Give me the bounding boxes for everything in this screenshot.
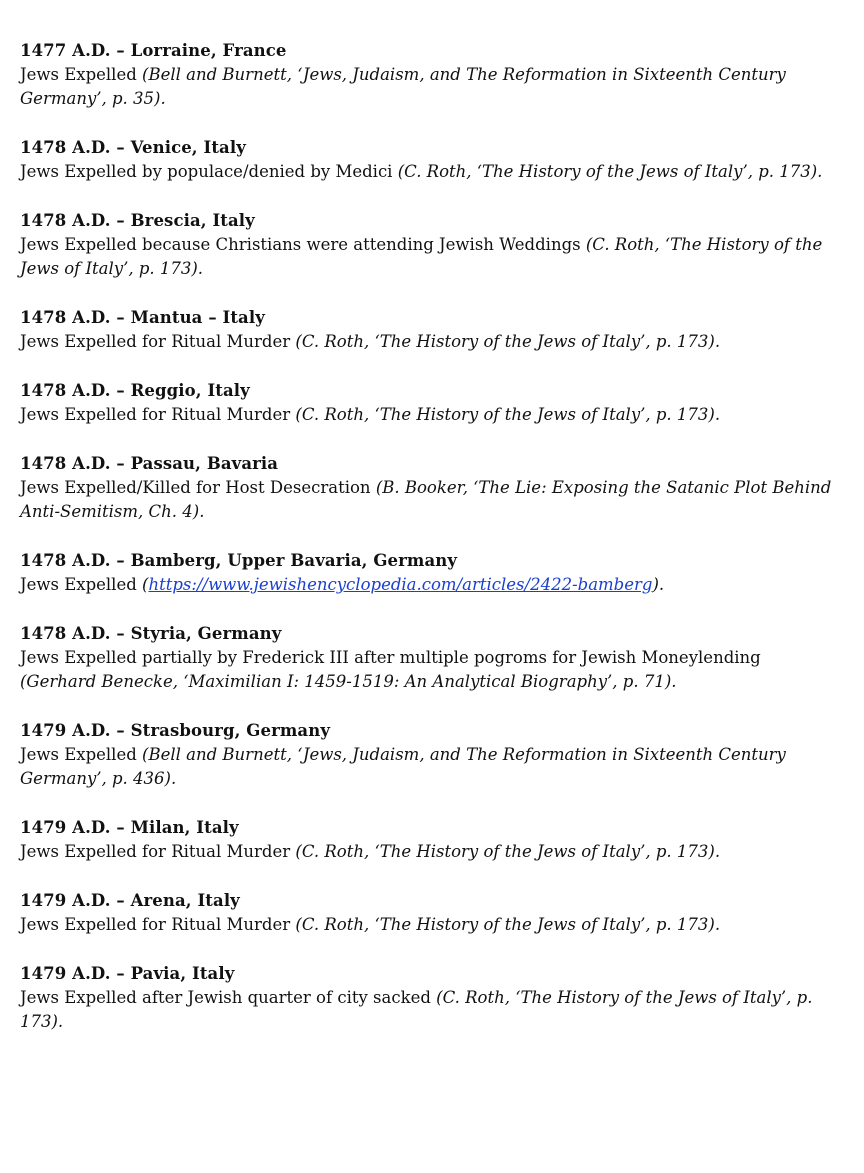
entry-citation: (Bell and Burnett, ‘Jews, Judaism, and The Reformation in Sixteenth Century Germany’, p. 436).: [20, 745, 786, 788]
entry-pavia: [20, 962, 840, 1034]
entry-heading: 1479 A.D. – Strasbourg, Germany: [20, 721, 331, 740]
entry-heading: 1478 A.D. – Reggio, Italy: [20, 381, 250, 400]
entry-citation: (C. Roth, ‘The History of the Jews of Italy’, p. 173).: [20, 235, 823, 278]
entry-text: Jews Expelled: [20, 65, 143, 84]
entry-body: [20, 573, 840, 597]
entry-citation: (Bell and Burnett, ‘Jews, Judaism, and The Reformation in Sixteenth Century Germany’, p. 35).: [20, 65, 786, 108]
entry-citation: (C. Roth, ‘The History of the Jews of Italy’, p. 173).: [295, 332, 721, 351]
entry-citation: (B. Booker, ‘The Lie: Exposing the Satanic Plot Behind Anti-Semitism, Ch. 4).: [20, 478, 832, 521]
entry-styria: [20, 622, 840, 694]
entry-passau: [20, 452, 840, 524]
entry-body: [20, 403, 840, 427]
entry-heading: 1479 A.D. – Milan, Italy: [20, 818, 239, 837]
entry-body: [20, 840, 840, 864]
entry-venice: [20, 136, 840, 184]
entry-body: [20, 646, 840, 694]
entry-body: [20, 63, 840, 111]
entry-reggio: [20, 379, 840, 427]
entry-text: Jews Expelled for Ritual Murder: [20, 405, 296, 424]
entry-text: Jews Expelled/Killed for Host Desecration: [20, 478, 376, 497]
entry-citation: (C. Roth, ‘The History of the Jews of Italy’, p. 173).: [295, 915, 721, 934]
entry-text: Jews Expelled because Christians were attending Jewish Weddings: [20, 235, 586, 254]
entry-heading: 1478 A.D. – Bamberg, Upper Bavaria, Germany: [20, 551, 458, 570]
entry-citation: (C. Roth, ‘The History of the Jews of Italy’, p. 173).: [295, 405, 721, 424]
entry-heading: 1478 A.D. – Passau, Bavaria: [20, 454, 279, 473]
entry-body: [20, 986, 840, 1034]
entry-heading: 1479 A.D. – Arena, Italy: [20, 891, 240, 910]
entry-citation: (Gerhard Benecke, ‘Maximilian I: 1459-1519: An Analytical Biography’, p. 71).: [20, 672, 677, 691]
entry-text: Jews Expelled for Ritual Murder: [20, 332, 296, 351]
entry-text: Jews Expelled: [20, 745, 143, 764]
citation-open-paren: (: [142, 575, 149, 594]
entry-mantua: [20, 306, 840, 354]
entry-brescia: [20, 209, 840, 281]
entry-body: [20, 476, 840, 524]
entry-body: [20, 330, 840, 354]
entry-milan: [20, 816, 840, 864]
document-page: [20, 39, 840, 1034]
entry-heading: 1477 A.D. – Lorraine, France: [20, 41, 287, 60]
entry-text: Jews Expelled by populace/denied by Medici: [20, 162, 398, 181]
entry-text: Jews Expelled for Ritual Murder: [20, 915, 296, 934]
entry-lorraine: [20, 39, 840, 111]
entry-citation: (C. Roth, ‘The History of the Jews of Italy’, p. 173).: [295, 842, 721, 861]
entry-citation: (C. Roth, ‘The History of the Jews of Italy’, p. 173).: [20, 988, 813, 1031]
entry-text: Jews Expelled: [20, 575, 143, 594]
entry-body: [20, 913, 840, 937]
entry-strasbourg: [20, 719, 840, 791]
entry-arena: [20, 889, 840, 937]
entry-heading: 1478 A.D. – Styria, Germany: [20, 624, 282, 643]
entry-citation: (C. Roth, ‘The History of the Jews of Italy’, p. 173).: [397, 162, 823, 181]
entry-text: Jews Expelled after Jewish quarter of city sacked: [20, 988, 437, 1007]
entry-heading: 1478 A.D. – Venice, Italy: [20, 138, 246, 157]
entry-heading: 1478 A.D. – Mantua – Italy: [20, 308, 265, 327]
entry-body: [20, 743, 840, 791]
entry-body: [20, 233, 840, 281]
entry-text: Jews Expelled for Ritual Murder: [20, 842, 296, 861]
entry-text: Jews Expelled partially by Frederick III after multiple pogroms for Jewish Moneylending: [20, 648, 761, 667]
entry-heading: 1478 A.D. – Brescia, Italy: [20, 211, 255, 230]
entry-bamberg: [20, 549, 840, 597]
entry-body: [20, 160, 840, 184]
jewish-encyclopedia-link[interactable]: https://www.jewishencyclopedia.com/articles/2422-bamberg: [148, 575, 653, 594]
citation-close-paren: ).: [652, 575, 665, 594]
entry-heading: 1479 A.D. – Pavia, Italy: [20, 964, 235, 983]
